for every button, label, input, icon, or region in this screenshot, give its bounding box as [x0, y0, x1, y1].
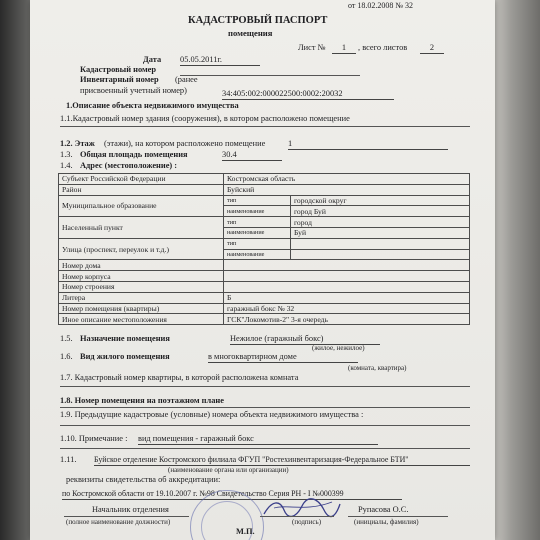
row-1-5-label: Назначение помещения [80, 334, 170, 343]
street-label: Улица (проспект, переулок и т.д.) [59, 238, 224, 260]
municipal-type-value: городской округ [291, 195, 470, 206]
binder-edge-right [492, 0, 540, 540]
row-1-1: 1.1.Кадастровый номер здания (сооружения), в котором расположено помещение [60, 114, 350, 123]
signature-hint: (подпись) [292, 518, 322, 526]
row-1-2-value: 1 [288, 139, 448, 150]
settlement-label: Населенный пункт [59, 217, 224, 239]
table-row [59, 292, 470, 303]
accreditation-label: реквизиты свидетельства об аккредитации: [66, 475, 221, 484]
room-value: гаражный бокс № 32 [224, 303, 470, 314]
section-1-heading: 1.Описание объекта недвижимого имущества [66, 101, 239, 110]
sheets-total-label: , всего листов [358, 43, 408, 52]
row-1-11-num: 1.11. [60, 455, 77, 464]
row-1-10-label: 1.10. Примечание : [60, 434, 128, 443]
row-1-6-num: 1.6. [60, 352, 73, 361]
row-1-9-line [60, 425, 470, 426]
row-1-9: 1.9. Предыдущие кадастровые (условные) номера объекта недвижимого имущества : [60, 410, 364, 419]
row-1-5-value: Нежилое (гаражный бокс) [230, 334, 380, 345]
sheet-label: Лист № [298, 43, 326, 52]
corpus-value [224, 271, 470, 282]
accreditation-value: по Костромской области от 19.10.2007 г. №98 Свидетельство Серия РН - I №000399 [62, 489, 402, 500]
row-1-3-num: 1.3. [60, 150, 73, 159]
table-row [59, 314, 470, 325]
assigned-label: присвоенный учетный номер) [80, 86, 187, 95]
table-row [59, 281, 470, 292]
district-label: Район [59, 184, 224, 195]
table-row [59, 260, 470, 271]
table-row [59, 184, 470, 195]
corpus-label: Номер корпуса [59, 271, 224, 282]
street-name-value [291, 249, 470, 260]
cadastral-number-line [180, 75, 360, 76]
document-subtitle: помещения [228, 28, 273, 38]
street-name-label: наименование [224, 249, 291, 260]
row-1-6-label: Вид жилого помещения [80, 352, 170, 361]
row-1-1-line [60, 126, 470, 127]
municipal-name-label: наименование [224, 206, 291, 217]
row-1-5-num: 1.5. [60, 334, 73, 343]
letter-label: Литера [59, 292, 224, 303]
subject-label: Субъект Российской Федерации [59, 174, 224, 185]
table-row [59, 217, 470, 228]
row-1-2-label: (этажи), на котором расположено помещение [104, 139, 266, 148]
row-1-6-hint: (комната, квартира) [348, 364, 407, 372]
row-1-3-value: 30.4 [222, 150, 282, 161]
table-row [59, 174, 470, 185]
table-row [59, 195, 470, 206]
row-1-7: 1.7. Кадастровый номер квартиры, в которой расположена комната [60, 373, 299, 382]
table-row [59, 271, 470, 282]
row-1-8-line [60, 407, 470, 408]
document-page [30, 0, 495, 540]
row-1-4-label: Адрес (местоположение) : [80, 161, 178, 170]
row-1-2-label-bold: 1.2. Этаж [60, 139, 95, 148]
address-table [58, 173, 470, 325]
seal-label: М.П. [236, 527, 255, 536]
footer-name-line [348, 516, 448, 517]
settlement-name-value: Буй [291, 227, 470, 238]
sheet-number: 1 [332, 43, 356, 54]
other-label: Иное описание местоположения [59, 314, 224, 325]
row-1-7-line [60, 386, 470, 387]
row-1-11-hint: (наименование органа или организации) [168, 466, 289, 474]
footer-position: Начальник отделения [92, 505, 169, 514]
building-value [224, 281, 470, 292]
table-row [59, 238, 470, 249]
municipal-type-label: тип [224, 195, 291, 206]
footer-name: Рупасова О.С. [358, 505, 409, 514]
building-label: Номер строения [59, 281, 224, 292]
inventory-number-value: 34:405:002:000022500:0002:20032 [222, 89, 394, 100]
sheets-total: 2 [420, 43, 444, 54]
room-label: Номер помещения (квартиры) [59, 303, 224, 314]
district-value: Буйский [224, 184, 470, 195]
footer-position-line [64, 516, 189, 517]
letter-value: Б [224, 292, 470, 303]
row-1-8: 1.8. Номер помещения на поэтажном плане [60, 396, 224, 405]
row-1-10-line [60, 448, 470, 449]
subject-value: Костромская область [224, 174, 470, 185]
house-value [224, 260, 470, 271]
street-type-value [291, 238, 470, 249]
former-label: (ранее [175, 75, 198, 84]
row-1-5-hint: (жилое, нежилое) [312, 344, 365, 352]
row-1-4-num: 1.4. [60, 161, 73, 170]
inventory-number-label: Инвентарный номер [80, 75, 159, 84]
row-1-6-value: в многоквартирном доме [208, 352, 358, 363]
date-label: Дата [143, 55, 162, 64]
footer-position-hint: (полное наименование должности) [66, 518, 171, 526]
municipal-label: Муниципальное образование [59, 195, 224, 217]
row-1-10-value: вид помещения - гаражный бокс [138, 434, 378, 445]
municipal-name-value: город Буй [291, 206, 470, 217]
settlement-type-value: город [291, 217, 470, 228]
house-label: Номер дома [59, 260, 224, 271]
settlement-type-label: тип [224, 217, 291, 228]
footer-name-hint: (инициалы, фамилия) [354, 518, 419, 526]
row-1-11-value: Буйское отделение Костромского филиала ФГУП "Ростехинвентаризация-Федеральное БТИ" [94, 455, 470, 466]
settlement-name-label: наименование [224, 227, 291, 238]
table-row [59, 303, 470, 314]
document-title: КАДАСТРОВЫЙ ПАСПОРТ [188, 15, 328, 26]
street-type-label: тип [224, 238, 291, 249]
signature-line [260, 516, 334, 517]
cadastral-number-label: Кадастровый номер [80, 65, 157, 74]
date-value: 05.05.2011г. [180, 55, 260, 66]
top-note: от 18.02.2008 № 32 [348, 1, 414, 10]
other-value: ГСК"Локомотив-2" 3-я очередь [224, 314, 470, 325]
row-1-3-label: Общая площадь помещения [80, 150, 188, 159]
